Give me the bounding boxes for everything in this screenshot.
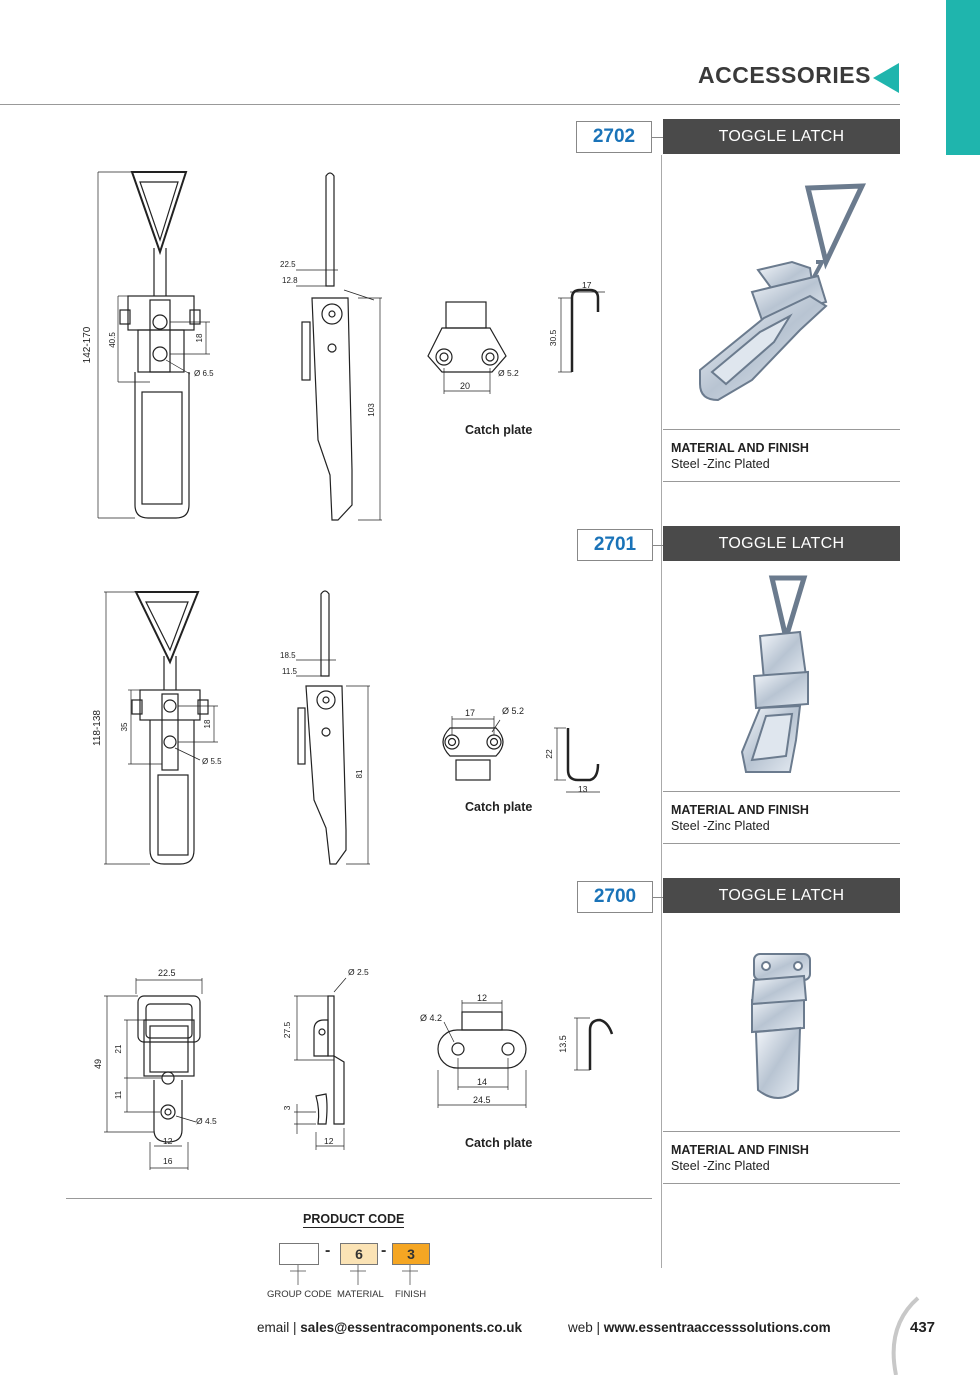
email-link[interactable]: sales@essentracomponents.co.uk [300, 1320, 523, 1335]
dim-label: 22.5 [280, 260, 296, 269]
catch-plate-caption: Catch plate [465, 423, 533, 437]
dim-label: 11 [114, 1090, 123, 1100]
dim-label: 13 [578, 784, 588, 794]
dim-label: 13.5 [558, 1035, 568, 1053]
page-number: 437 [910, 1319, 936, 1336]
dim-label: Ø 4.5 [196, 1116, 217, 1126]
dim-label: 12 [163, 1136, 173, 1146]
dim-label: 18 [203, 719, 212, 729]
dim-label: 17 [465, 708, 476, 718]
code-separator: - [381, 1242, 387, 1259]
dim-label: 16 [163, 1156, 173, 1166]
dim-label: Ø 6.5 [194, 369, 214, 378]
dim-label: 22 [544, 749, 554, 759]
catch-plate-caption: Catch plate [465, 1136, 533, 1150]
dim-label: 22.5 [158, 968, 176, 978]
dim-label: Ø 4.2 [420, 1013, 443, 1023]
dim-label: Ø 5.5 [202, 757, 222, 766]
dim-label: 11.5 [282, 667, 297, 676]
dim-label: 12.8 [282, 276, 298, 285]
material-value: Steel -Zinc Plated [671, 457, 770, 471]
finish-code-box: 3 [392, 1243, 430, 1265]
catch-plate-caption: Catch plate [465, 800, 533, 814]
page-title: ACCESSORIES [698, 62, 871, 88]
product-code-2700: 2700 [577, 881, 653, 913]
group-code-label: GROUP CODE [267, 1289, 332, 1300]
material-value: Steel -Zinc Plated [671, 1159, 770, 1173]
product-code-2702: 2702 [576, 121, 652, 153]
web-label: web | [568, 1320, 601, 1335]
dim-label: 103 [367, 403, 376, 417]
dim-label: 20 [460, 381, 471, 391]
dim-label: 40.5 [108, 332, 117, 348]
dim-label: 12 [477, 993, 488, 1003]
material-title: MATERIAL AND FINISH [671, 1143, 809, 1157]
material-code-box: 6 [340, 1243, 378, 1265]
dim-label: 18.5 [280, 651, 296, 660]
footer-email [257, 1320, 522, 1335]
dim-label: 18 [195, 333, 204, 343]
email-label: email | [257, 1320, 297, 1335]
footer-web [568, 1320, 831, 1335]
material-label: MATERIAL [337, 1289, 384, 1300]
dim-label: 12 [324, 1136, 334, 1146]
dim-label: 30.5 [548, 329, 558, 347]
dim-label: 3 [282, 1105, 292, 1111]
code-separator: - [325, 1242, 331, 1259]
web-link[interactable]: www.essentraaccesssolutions.com [603, 1320, 831, 1335]
material-value: Steel -Zinc Plated [671, 819, 770, 833]
material-title: MATERIAL AND FINISH [671, 803, 809, 817]
product-code-2701: 2701 [577, 529, 653, 561]
product-code-title: PRODUCT CODE [303, 1212, 405, 1226]
dim-label: 142-170 [82, 326, 93, 364]
dim-label: 49 [93, 1058, 103, 1070]
product-title-bar: TOGGLE LATCH [663, 878, 900, 913]
dim-label: 81 [355, 769, 364, 779]
dim-label: 35 [120, 722, 129, 732]
dim-label: 118-138 [92, 710, 103, 746]
dim-label: 24.5 [473, 1095, 491, 1105]
dim-label: Ø 5.2 [498, 368, 519, 378]
dim-label: Ø 2.5 [348, 967, 369, 977]
dim-label: Ø 5.2 [502, 706, 525, 716]
product-title-bar: TOGGLE LATCH [663, 526, 900, 561]
finish-label: FINISH [395, 1289, 427, 1300]
dim-label: 14 [477, 1077, 488, 1087]
dim-label: 17 [582, 280, 592, 290]
material-title: MATERIAL AND FINISH [671, 441, 809, 455]
product-title-bar: TOGGLE LATCH [663, 119, 900, 154]
dim-label: 21 [114, 1044, 123, 1054]
dim-label: 27.5 [282, 1021, 292, 1039]
